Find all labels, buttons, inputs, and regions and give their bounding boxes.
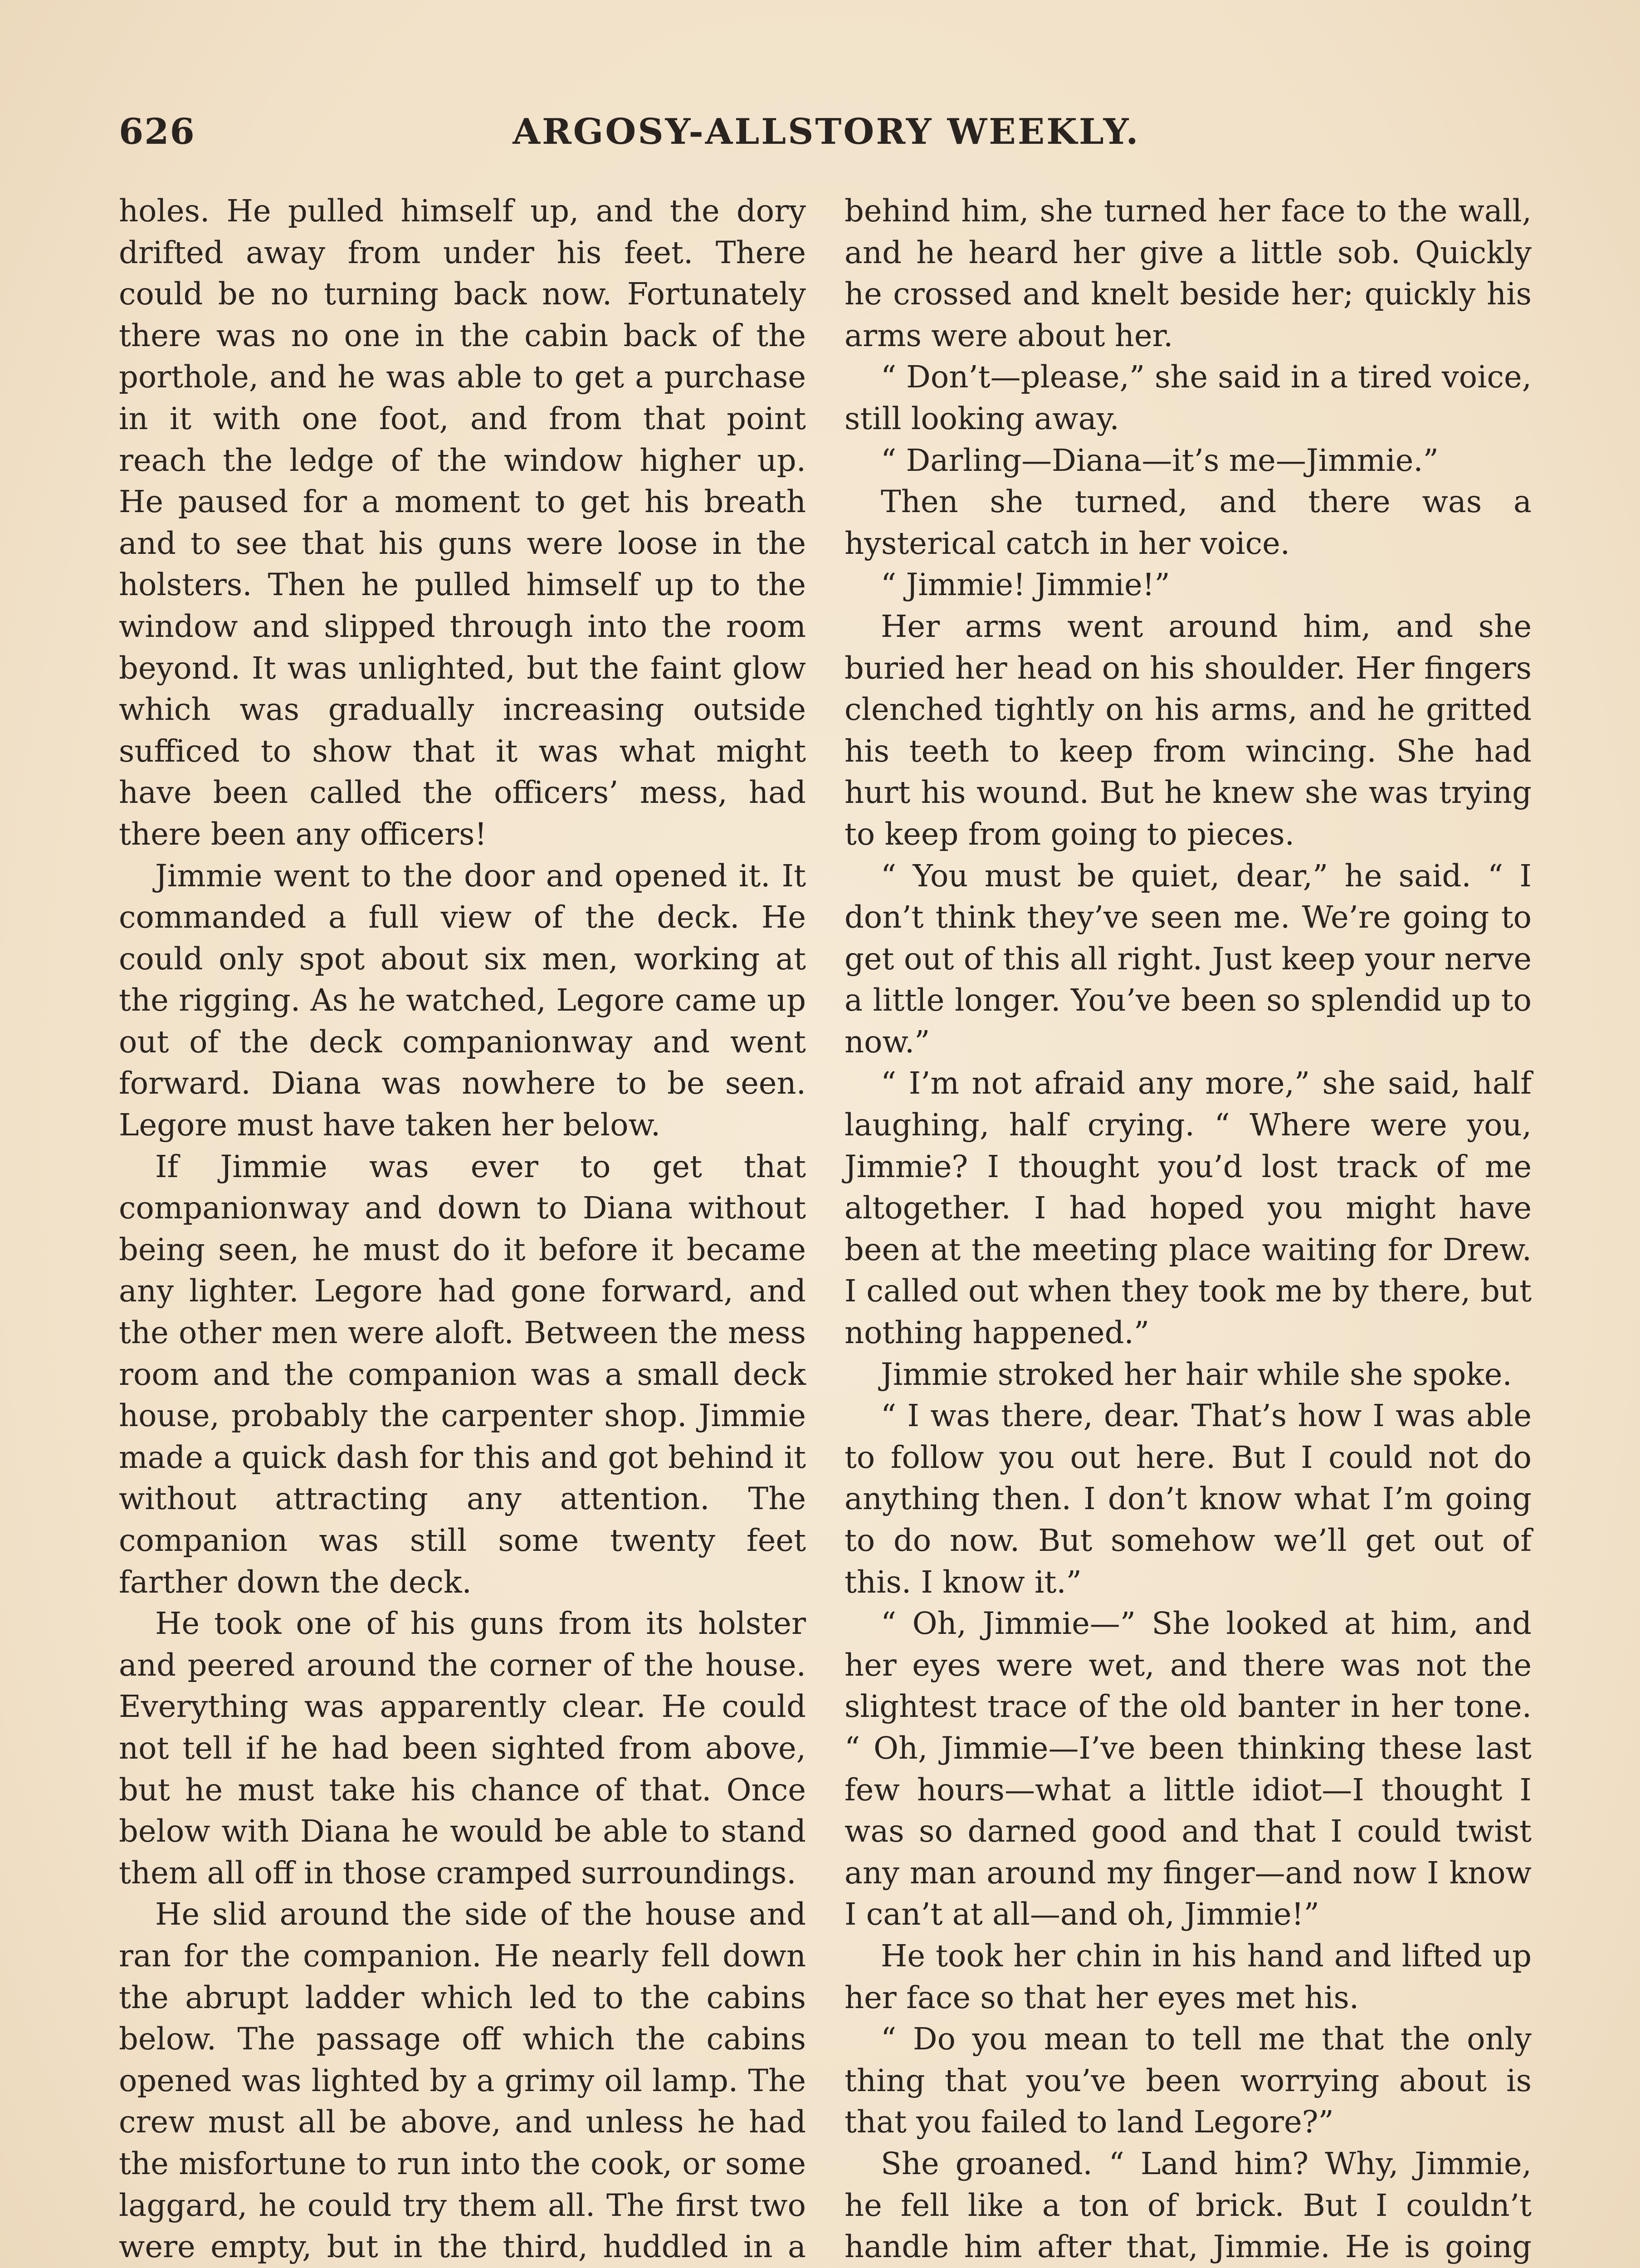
paragraph: “ Do you mean to tell me that the only thing that you’ve been worrying about is that you failed to land Legore?”	[844, 2021, 1532, 2140]
paragraph: If Jimmie was ever to get that companionway and down to Diana without being seen, he must do it before it became any lighter. Legore had gone forward, and the other men were aloft. Between the mess room and the companion was a small deck house, probably the carpenter shop. Jimmie made a quick dash for this and got behind it without attracting any attention. The companion was still some twenty feet farther down the deck.	[119, 1149, 806, 1600]
page-number: 626	[119, 111, 195, 152]
paragraph: Then she turned, and there was a hysterical catch in her voice.	[844, 484, 1532, 561]
paragraph: She groaned. “ Land him? Why, Jimmie, he fell like a ton of brick. But I couldn’t handle him after that, Jimmie. He is going	[844, 2146, 1532, 2265]
paragraph: “ Oh, Jimmie—” She looked at him, and her eyes were wet, and there was not the slightest trace of the old banter in her tone. “ Oh, Jimmie—I’ve been thinking these last few hours—what a little idiot—I thought I was so darned good and that I could twist any man around my finger—and now I know I can’t at all—and oh, Jimmie!”	[844, 1606, 1532, 1932]
paragraph: “ Darling—Diana—it’s me—Jimmie.”	[881, 442, 1439, 478]
paragraph: He slid around the side of the house and ran for the companion. He nearly fell down the abrupt ladder which led to the cabins below. The passage off which the cabins opened was lighted by a grimy oil lamp. The crew must all be above, and unless he had the misfortune to run into the cook, or some laggard, he could try them all. The first two were empty, but in the third, huddled in a	[119, 1897, 806, 2265]
paragraph: “ I’m not afraid any more,” she said, half laughing, half crying. “ Where were you, Jimmie? I thought you’d lost track of me altogether. I had hoped you might have been at the meeting place waiting for Drew. I called out when they took me by there, but nothing happened.”	[844, 1066, 1532, 1351]
paragraph: “ Don’t—please,” she said in a tired voice, still looking away.	[844, 359, 1532, 436]
paragraph: He took one of his guns from its holster and peered around the corner of the house. Everything was apparently clear. He could not tell if he had been sighted from above, but he must take his chance of that. Once below with Diana he would be able to stand them all off in those cramped surroundings.	[119, 1606, 806, 1891]
paragraph: Jimmie stroked her hair while she spoke.	[881, 1356, 1512, 1392]
paragraph: “ You must be quiet, dear,” he said. “ I don’t think they’ve seen me. We’re going to get out of this all right. Just keep your nerve a little longer. You’ve been so splendid up to now.”	[844, 858, 1532, 1060]
paragraph: behind him, she turned her face to the wall, and he heard her give a little sob. Quickly he crossed and knelt beside her; quickly his arms were about her.	[844, 193, 1532, 353]
paragraph: He took her chin in his hand and lifted up her face so that her eyes met his.	[844, 1938, 1532, 2015]
left-column	[119, 191, 806, 2268]
page-header	[119, 111, 1534, 170]
paragraph: “ I was there, dear. That’s how I was able to follow you out here. But I could not do anything then. I don’t know what I’m going to do now. But somehow we’ll get out of this. I know it.”	[844, 1398, 1532, 1600]
paragraph: Jimmie went to the door and opened it. It commanded a full view of the deck. He could only spot about six men, working at the rigging. As he watched, Legore came up out of the deck companionway and went forward. Diana was nowhere to be seen. Legore must have taken her below.	[119, 858, 806, 1143]
paragraph: holes. He pulled himself up, and the dory drifted away from under his feet. There could be no turning back now. Fortunately there was no one in the cabin back of the porthole, and he was able to get a purchase in it with one foot, and from that point reach the ledge of the window higher up. He paused for a moment to get his breath and to see that his guns were loose in the holsters. Then he pulled himself up to the window and slipped through into the room beyond. It was unlighted, but the faint glow which was gradually increasing outside sufficed to show that it was what might have been called the officers’ mess, had there been any officers!	[119, 193, 806, 852]
running-title: ARGOSY-ALLSTORY WEEKLY.	[512, 111, 1140, 152]
paragraph: Her arms went around him, and she buried her head on his shoulder. Her fingers clenched tightly on his arms, and he gritted his teeth to keep from wincing. She had hurt his wound. But he knew she was trying to keep from going to pieces.	[844, 608, 1532, 852]
paragraph: “ Jimmie! Jimmie!”	[881, 567, 1170, 603]
right-column	[844, 191, 1532, 2268]
